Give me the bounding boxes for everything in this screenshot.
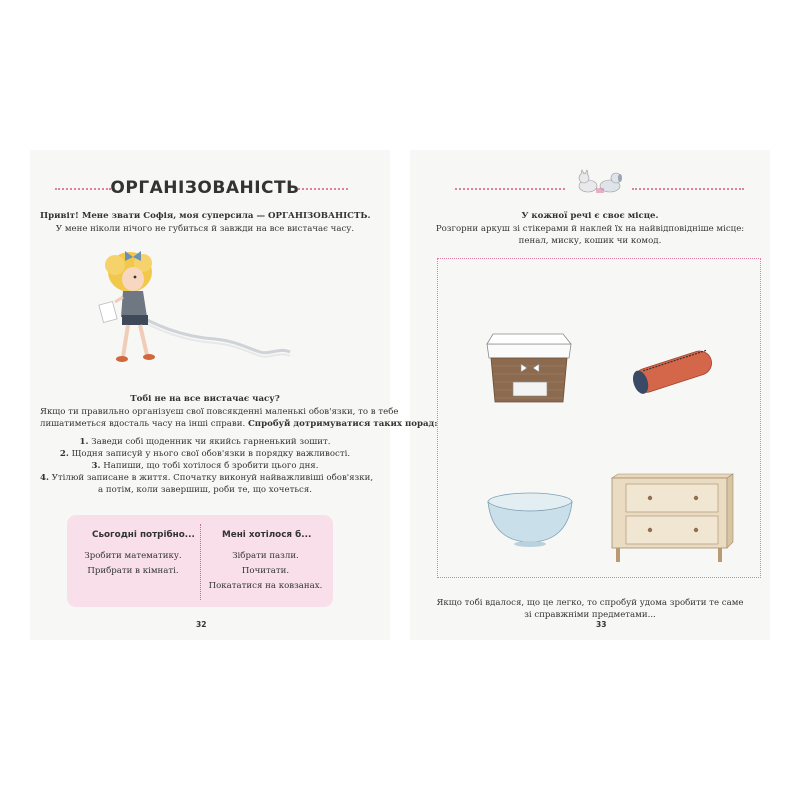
paragraph-bold: Спробуй дотримуватися таких порад: <box>247 419 438 429</box>
tip-number: 2. <box>59 449 69 459</box>
tip-4-continued: а потім, коли завершиш, роби те, що хочеться. <box>98 485 312 495</box>
tip-3 <box>40 460 370 472</box>
bowl-illustration <box>485 490 575 550</box>
paragraph-line1: Якщо ти правильно організуєш свої повсякденні маленькі обов'язки, то в тебе <box>40 407 399 417</box>
dresser-illustration <box>610 470 735 566</box>
page-number-right: 33 <box>596 620 607 629</box>
basket-illustration <box>483 330 575 406</box>
example-col1-item: Прибрати в кімнаті. <box>87 566 179 576</box>
intro-text: У мене ніколи нічого не губиться й завжди на все вистачає часу. <box>55 224 355 234</box>
title-rule-right <box>298 188 348 190</box>
example-divider <box>200 524 201 600</box>
tip-number: 1. <box>79 437 89 447</box>
footer-line1: Якщо тобі вдалося, що це легко, то спробуй удома зробити те саме <box>436 598 744 608</box>
tip-number: 3. <box>91 461 101 471</box>
paragraph-line2 <box>40 418 438 430</box>
pencil-case-illustration <box>625 348 720 396</box>
instruction-line2: пенал, миску, кошик чи комод. <box>518 236 662 246</box>
tip-text: Утілюй записане в життя. Спочатку виконуй найважливіші обов'язки, <box>51 473 374 483</box>
example-col2-item: Покататися на ковзанах. <box>208 581 323 591</box>
example-col2-title: Мені хотілося б... <box>222 530 312 540</box>
question-heading: Тобі не на все вистачає часу? <box>130 394 280 404</box>
page-title: ОРГАНІЗОВАНІСТЬ <box>110 178 300 198</box>
example-col1-item: Зробити математику. <box>84 551 182 561</box>
footer-line2: зі справжніми предметами... <box>524 610 656 620</box>
girl-illustration <box>95 247 305 377</box>
right-heading: У кожної речі є своє місце. <box>521 211 659 221</box>
example-col2-item: Почитати. <box>241 566 290 576</box>
tip-number: 4. <box>40 473 49 483</box>
tip-text: Напиши, що тобі хотілося б зробити цього дня. <box>103 461 319 471</box>
instruction-line1: Розгорни аркуш зі стікерами й наклей їх на найвідповідніше місце: <box>435 224 745 234</box>
page-number-left: 32 <box>196 620 207 629</box>
tip-4 <box>40 472 374 484</box>
rule-left <box>455 188 565 190</box>
example-col2-item: Зібрати пазли. <box>232 551 299 561</box>
tip-text: Щодня записуй у нього свої обов'язки в порядку важливості. <box>71 449 351 459</box>
tip-2 <box>40 448 370 460</box>
intro-bold: Привіт! Мене звати Софія, моя суперсила — ОРГАНІЗОВАНІСТЬ. <box>40 211 371 221</box>
title-rule-left <box>55 188 111 190</box>
cat-dog-illustration <box>572 168 628 194</box>
rule-right <box>632 188 744 190</box>
tip-text: Заведи собі щоденник чи якийсь гарненький зошит. <box>91 437 331 447</box>
tip-1 <box>40 436 370 448</box>
paragraph-line2-text: лишатиметься вдосталь часу на інші справи. <box>40 419 246 429</box>
example-col1-title: Сьогодні потрібно... <box>92 530 195 540</box>
